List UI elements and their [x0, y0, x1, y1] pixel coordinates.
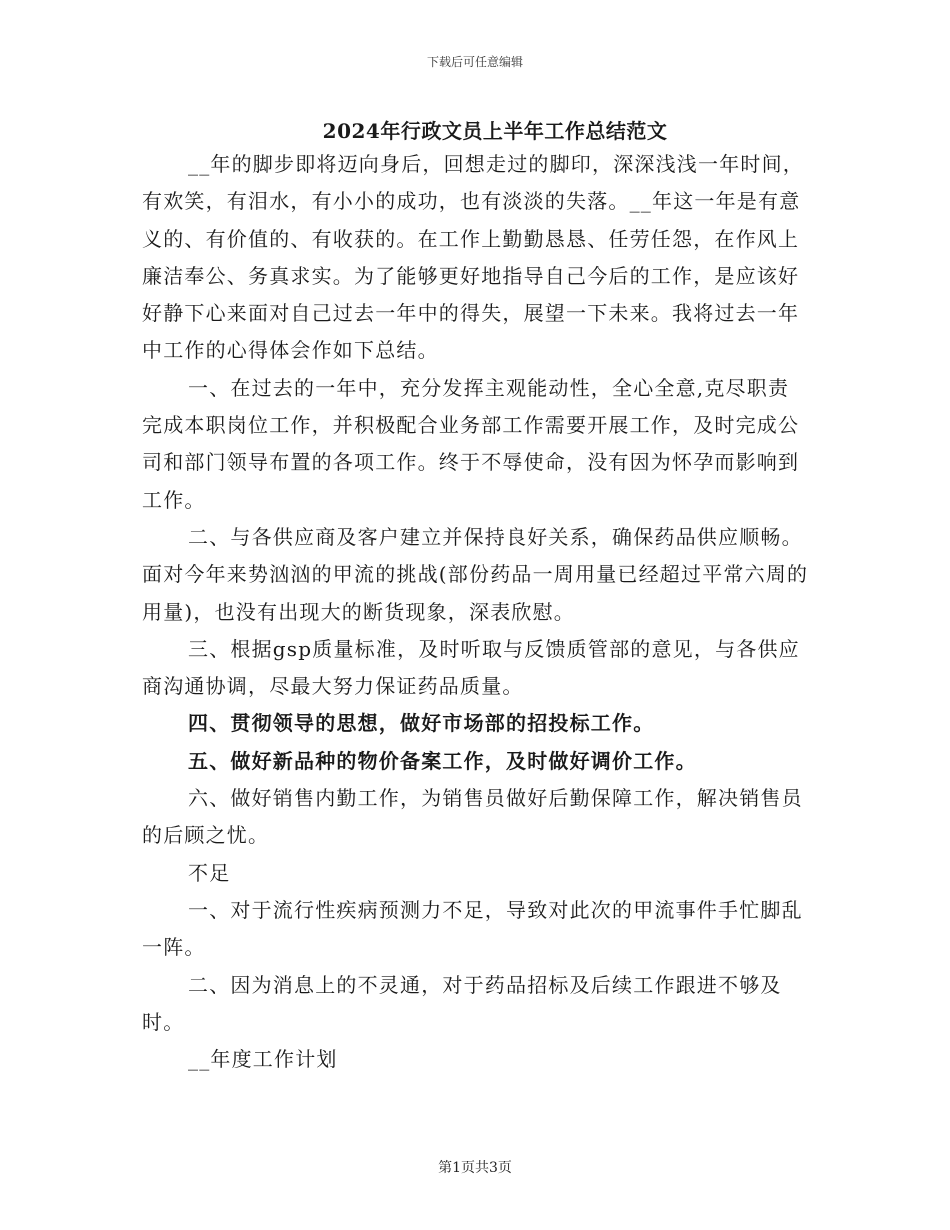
- paragraph-shortcoming-2: 二、因为消息上的不灵通，对于药品招标及后续工作跟进不够及时。: [142, 972, 782, 1034]
- section-heading-work-plan: __年度工作计划: [188, 1047, 338, 1072]
- document-title: 2024年行政文员上半年工作总结范文: [322, 119, 668, 143]
- paragraph-item-2: 二、与各供应商及客户建立并保持良好关系，确保药品供应顺畅。面对今年来势汹汹的甲流的挑战(部份药品一周用量已经超过平常六周的用量)，也没有出现大的断货现象，深表欣慰。: [142, 524, 809, 624]
- paragraph-shortcoming-1: 一、对于流行性疾病预测力不足，导致对此次的甲流事件手忙脚乱一阵。: [142, 897, 803, 960]
- section-heading-shortcomings: 不足: [188, 860, 231, 885]
- paragraph-item-5: 五、做好新品种的物价备案工作，及时做好调价工作。: [188, 748, 697, 773]
- paragraph-item-3: 三、根据gsp质量标准，及时听取与反馈质管部的意见，与各供应商沟通协调，尽最大努力保证药品质量。: [142, 636, 800, 699]
- paragraph-intro: __年的脚步即将迈向身后，回想走过的脚印，深深浅浅一年时间，有欢笑，有泪水，有小小的成功，也有淡淡的失落。__年这一年是有意义的、有价值的、有收获的。在工作上勤勤恳恳、任劳任怨，在作风上廉洁奉公、务真求实。为了能够更好地指导自己今后的工作，是应该好好静下心来面对自己过去一年中的得失，展望一下未来。我将过去一年中工作的心得体会作如下总结。: [142, 152, 804, 363]
- page-header-note: 下载后可任意编辑: [426, 55, 523, 69]
- page-number: 第1页共3页: [438, 1160, 512, 1176]
- paragraph-item-6: 六、做好销售内勤工作，为销售员做好后勤保障工作，解决销售员的后顾之忧。: [142, 786, 803, 848]
- paragraph-item-1: 一、在过去的一年中，充分发挥主观能动性，全心全意,克尽职责完成本职岗位工作，并积极配合业务部工作需要开展工作，及时完成公司和部门领导布置的各项工作。终于不辱使命，没有因为怀孕而影响到工作。: [142, 375, 800, 512]
- document-body: [142, 146, 810, 1078]
- paragraph-item-4: 四、贯彻领导的思想，做好市场部的招投标工作。: [188, 711, 655, 736]
